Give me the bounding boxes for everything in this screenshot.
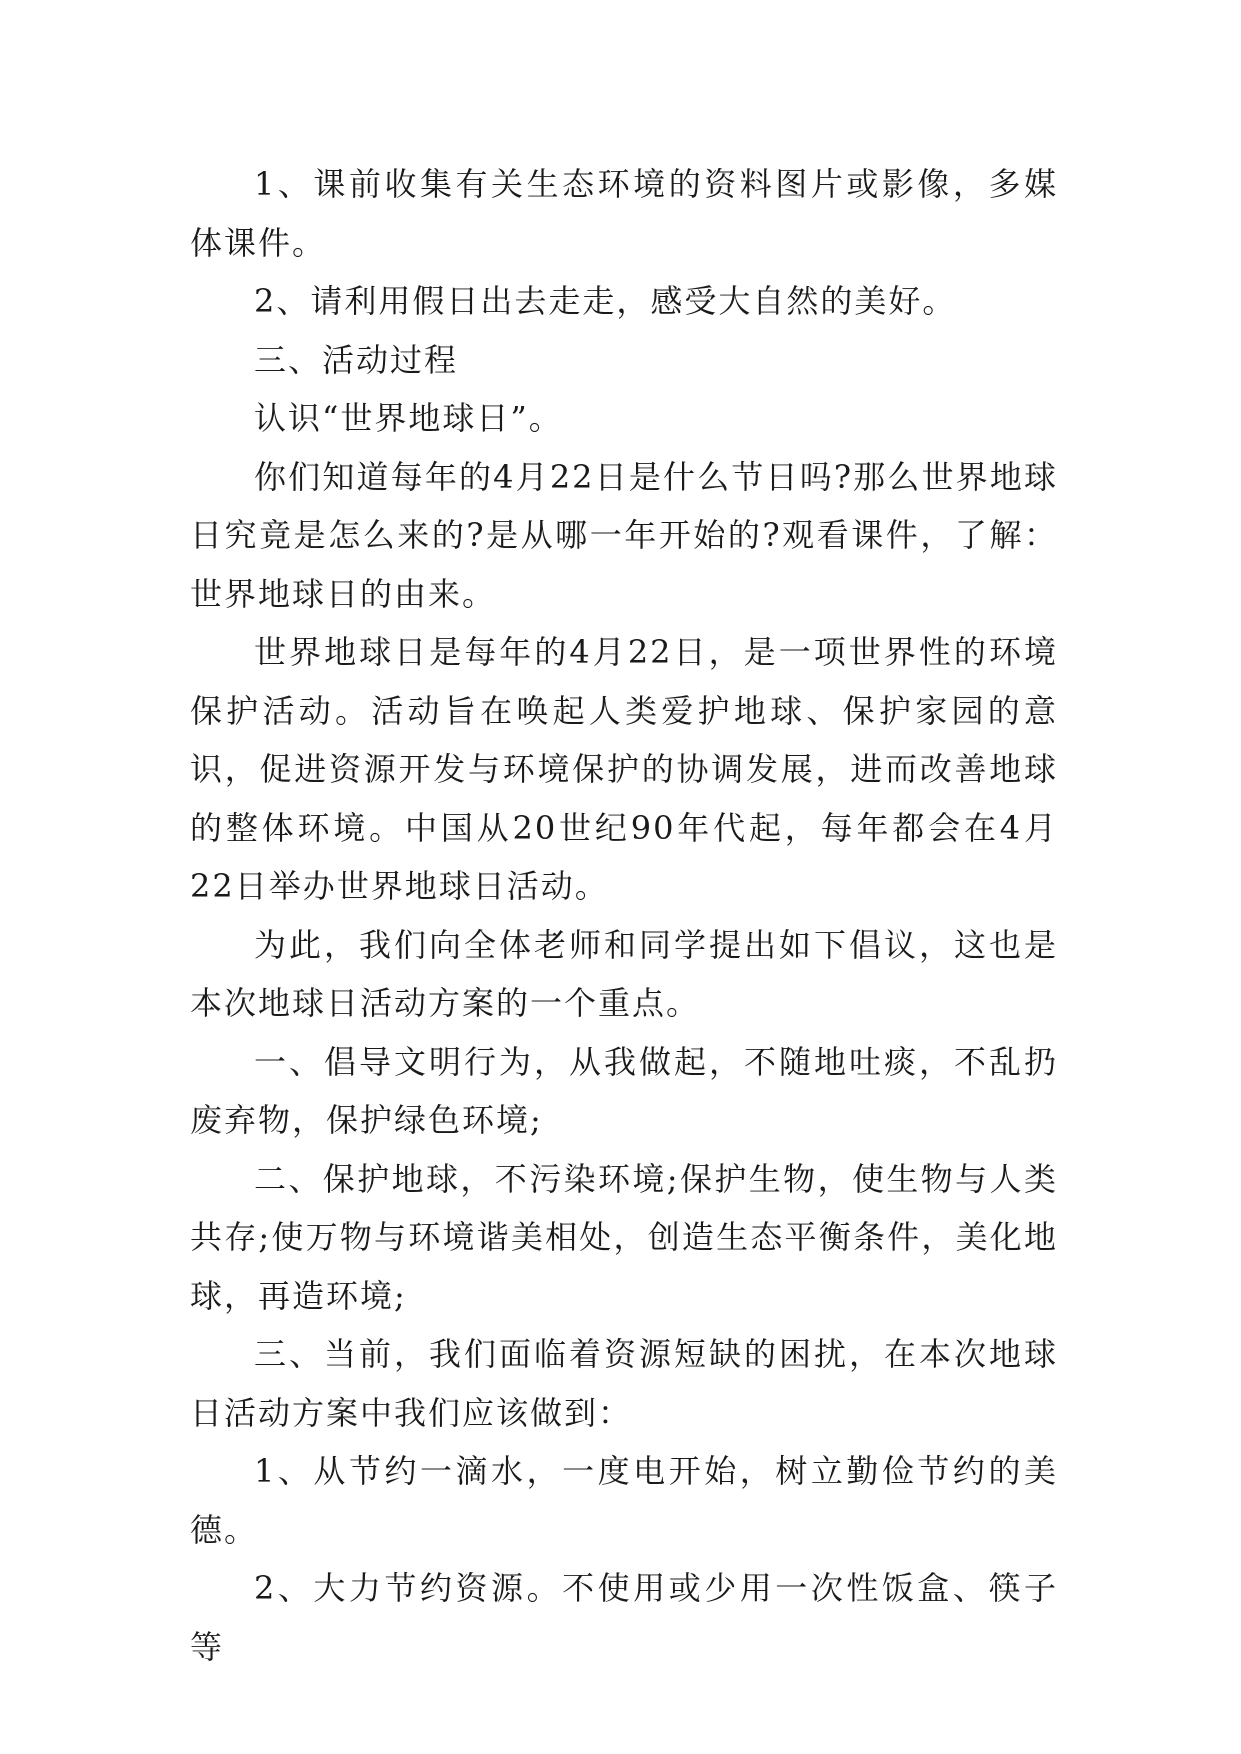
paragraph-go-outside: 2、请利用假日出去走走，感受大自然的美好。	[254, 282, 957, 320]
section-heading-activity-process: 三、活动过程	[254, 340, 459, 379]
paragraph-earth-day-intro: 世界地球日是每年的4月22日，是一项世界性的环境保护活动。活动旨在唤起人类爱护地球、保护家园的意识，促进资源开发与环境保护的协调发展，进而改善地球的整体环境。中国从20世纪90年代起，每年都会在4月22日举办世界地球日活动。	[190, 633, 1058, 905]
paragraph-prep-materials: 1、课前收集有关生态环境的资料图片或影像，多媒体课件。	[190, 165, 1058, 262]
paragraph-item-one: 一、倡导文明行为，从我做起，不随地吐痰，不乱扔废弃物，保护绿色环境;	[190, 1042, 1058, 1139]
document-body	[190, 155, 1058, 1676]
paragraph-item-three: 三、当前，我们面临着资源短缺的困扰，在本次地球日活动方案中我们应该做到：	[190, 1335, 1058, 1432]
paragraph-item-two: 二、保护地球，不污染环境;保护生物，使生物与人类共存;使万物与环境谐美相处，创造生态平衡条件，美化地球，再造环境;	[190, 1159, 1058, 1315]
paragraph-subitem-one: 1、从节约一滴水，一度电开始，树立勤俭节约的美德。	[190, 1452, 1058, 1549]
paragraph-question: 你们知道每年的4月22日是什么节日吗?那么世界地球日究竟是怎么来的?是从哪一年开始的?观看课件，了解：世界地球日的由来。	[190, 457, 1058, 613]
paragraph-subitem-two: 2、大力节约资源。不使用或少用一次性饭盒、筷子等	[190, 1569, 1058, 1666]
paragraph-proposal: 为此，我们向全体老师和同学提出如下倡议，这也是本次地球日活动方案的一个重点。	[190, 925, 1058, 1022]
paragraph-know-earth-day: 认识“世界地球日”。	[254, 399, 563, 437]
